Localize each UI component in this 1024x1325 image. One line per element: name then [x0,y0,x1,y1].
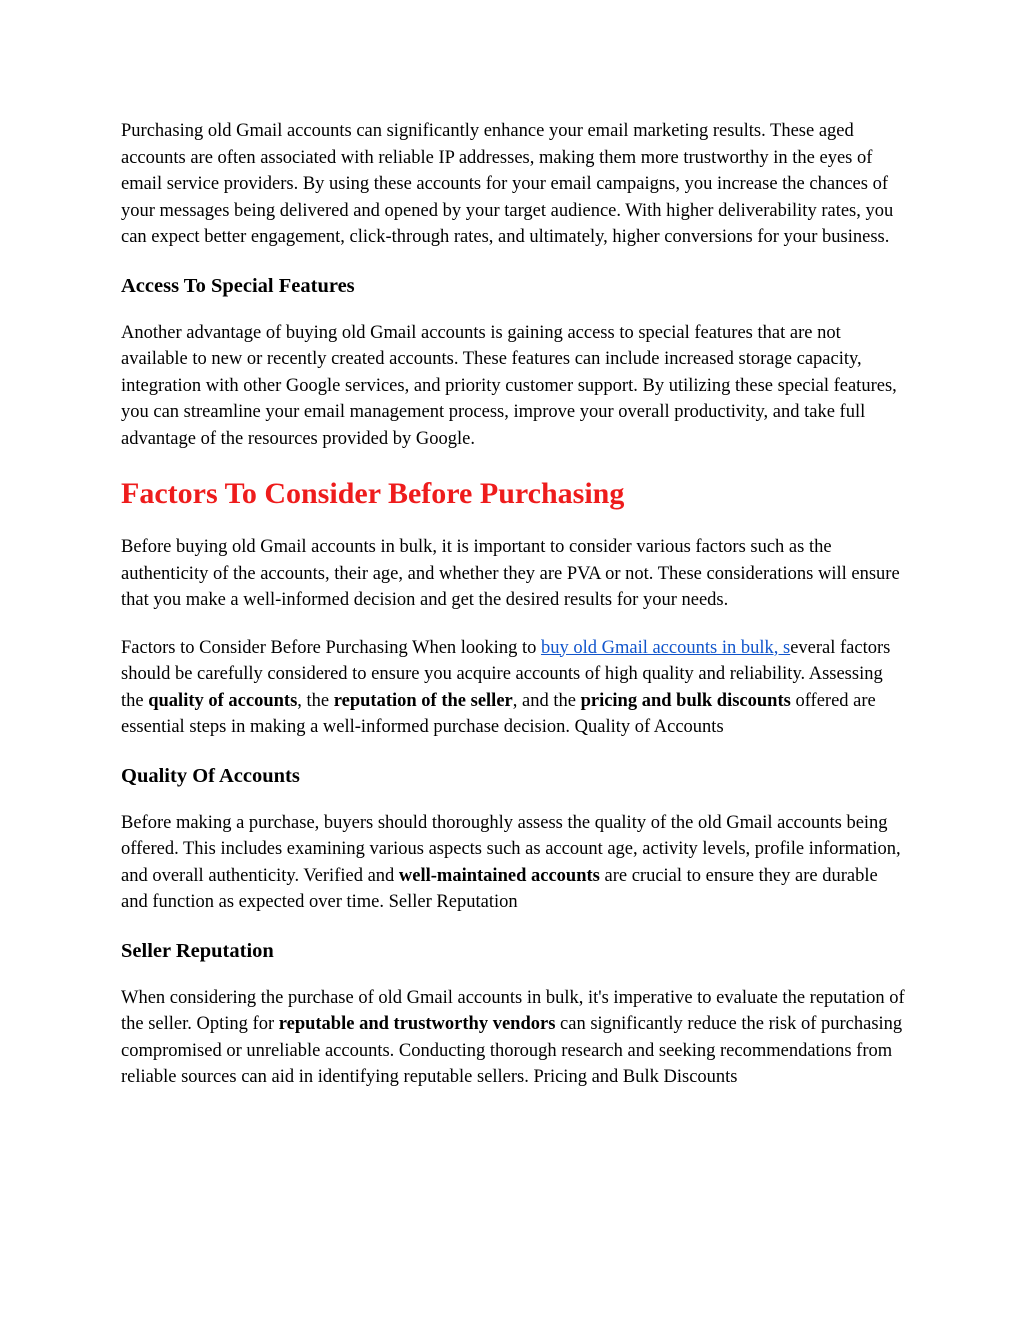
paragraph-quality [121,810,905,916]
heading-seller-reputation: Seller Reputation [121,939,274,962]
heading-access-special-features: Access To Special Features [121,274,355,297]
document-page [121,118,905,1091]
text-segment: are crucial to ensure they are durable and function as expected over time. Seller Reputation [121,865,878,912]
bold-quality-of-accounts: quality of accounts [148,690,298,711]
text-segment: , and the [512,690,581,711]
buy-old-gmail-accounts-link[interactable]: buy old Gmail accounts in bulk, s [540,637,791,658]
text-segment: offered are essential steps in making a well-informed purchase decision. Quality of Accounts [121,690,876,737]
text-segment: , the [297,690,334,711]
heading-quality-of-accounts: Quality Of Accounts [121,764,300,787]
paragraph-deliverability: Purchasing old Gmail accounts can significantly enhance your email marketing results. These aged accounts are often associated with reliable IP addresses, making them more trustworthy in the eyes of email service providers. By using these accounts for your email campaigns, you increase the chances of your messages being delivered and opened by your target audience. With higher deliverability rates, you can expect better engagement, click-through rates, and ultimately, higher conversions for your business. [121,121,894,247]
paragraph-special-features: Another advantage of buying old Gmail accounts is gaining access to special features that are not available to new or recently created accounts. These features can include increased storage capacity, integration with other Google services, and priority customer support. By utilizing these special features, you can streamline your email management process, improve your overall productivity, and take full advantage of the resources provided by Google. [121,322,897,449]
paragraph-seller-reputation [121,985,905,1091]
text-segment: Factors to Consider Before Purchasing When looking to [121,637,541,658]
text-segment: everal factors should be carefully considered to ensure you acquire accounts of high quality and reliability. Assessing the [121,637,891,711]
bold-well-maintained-accounts: well-maintained accounts [398,865,600,886]
text-segment: When considering the purchase of old Gmail accounts in bulk, it's imperative to evaluate the reputation of the seller. Opting for [121,987,905,1034]
text-segment: Before making a purchase, buyers should thoroughly assess the quality of the old Gmail accounts being offered. This includes examining various aspects such as account age, activity levels, profile information, and overall authenticity. Verified and [121,812,901,886]
bold-reputation-of-seller: reputation of the seller [333,690,513,711]
paragraph-factors-detail [121,635,905,741]
paragraph-before-buying: Before buying old Gmail accounts in bulk, it is important to consider various factors such as the authenticity of the accounts, their age, and whether they are PVA or not. These considerations will ensure that you make a well-informed decision and get the desired results for your needs. [121,537,900,610]
text-segment: can significantly reduce the risk of purchasing compromised or unreliable accounts. Conducting thorough research and seeking recommendations from reliable sources can aid in identifying reputable sellers. Pricing and Bulk Discounts [121,1014,903,1087]
heading-factors-to-consider: Factors To Consider Before Purchasing [121,477,625,510]
bold-reputable-vendors: reputable and trustworthy vendors [278,1014,556,1034]
bold-pricing-bulk-discounts: pricing and bulk discounts [580,690,791,711]
